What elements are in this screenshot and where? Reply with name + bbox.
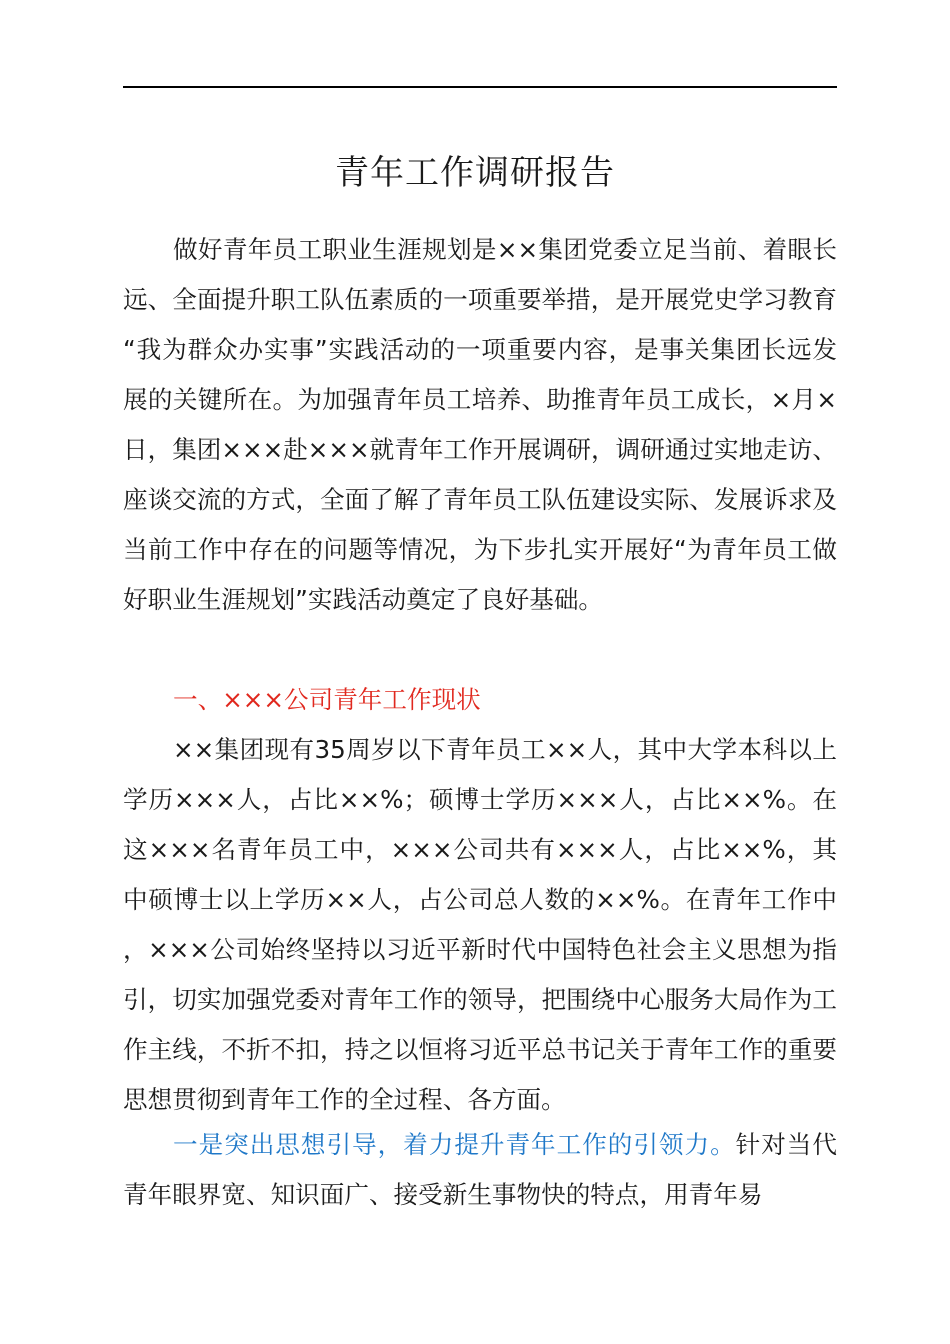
status-paragraph: ××集团现有35周岁以下青年员工××人，其中大学本科以上学历×××人，占比××%；硕博士学历×××人，占比××%。在这×××名青年员工中，×××公司共有×××人，占比××%，其中硕博士以上学历××人，占公司总人数的××%。在青年工作中，×××公司始终坚持以习近平新时代中国特色社会主义思想为指引，切实加强党委对青年工作的领导，把围绕中心服务大局作为工作主线，不折不扣，持之以恒将习近平总书记关于青年工作的重要思想贯彻到青年工作的全过程、各方面。: [123, 735, 837, 1114]
point-1-text: 针对当代青年眼界宽、知识面广、接受新生事物快的特点，用青年易: [123, 1130, 837, 1209]
point-1-heading: 一是突出思想引导，着力提升青年工作的引领力。: [173, 1130, 736, 1159]
header-rule: [123, 86, 837, 88]
document-title: 青年工作调研报告: [335, 153, 615, 193]
intro-paragraph: 做好青年员工职业生涯规划是××集团党委立足当前、着眼长远、全面提升职工队伍素质的一项重要举措，是开展党史学习教育“我为群众办实事”实践活动的一项重要内容，是事关集团长远发展的关键所在。为加强青年员工培养、助推青年员工成长，×月×日，集团×××赴×××就青年工作开展调研，调研通过实地走访、座谈交流的方式，全面了解了青年员工队伍建设实际、发展诉求及当前工作中存在的问题等情况，为下步扎实开展好“为青年员工做好职业生涯规划”实践活动奠定了良好基础。: [123, 235, 837, 614]
point-1-paragraph: [123, 1120, 837, 1220]
section-heading-1: 一、×××公司青年工作现状: [173, 685, 481, 714]
